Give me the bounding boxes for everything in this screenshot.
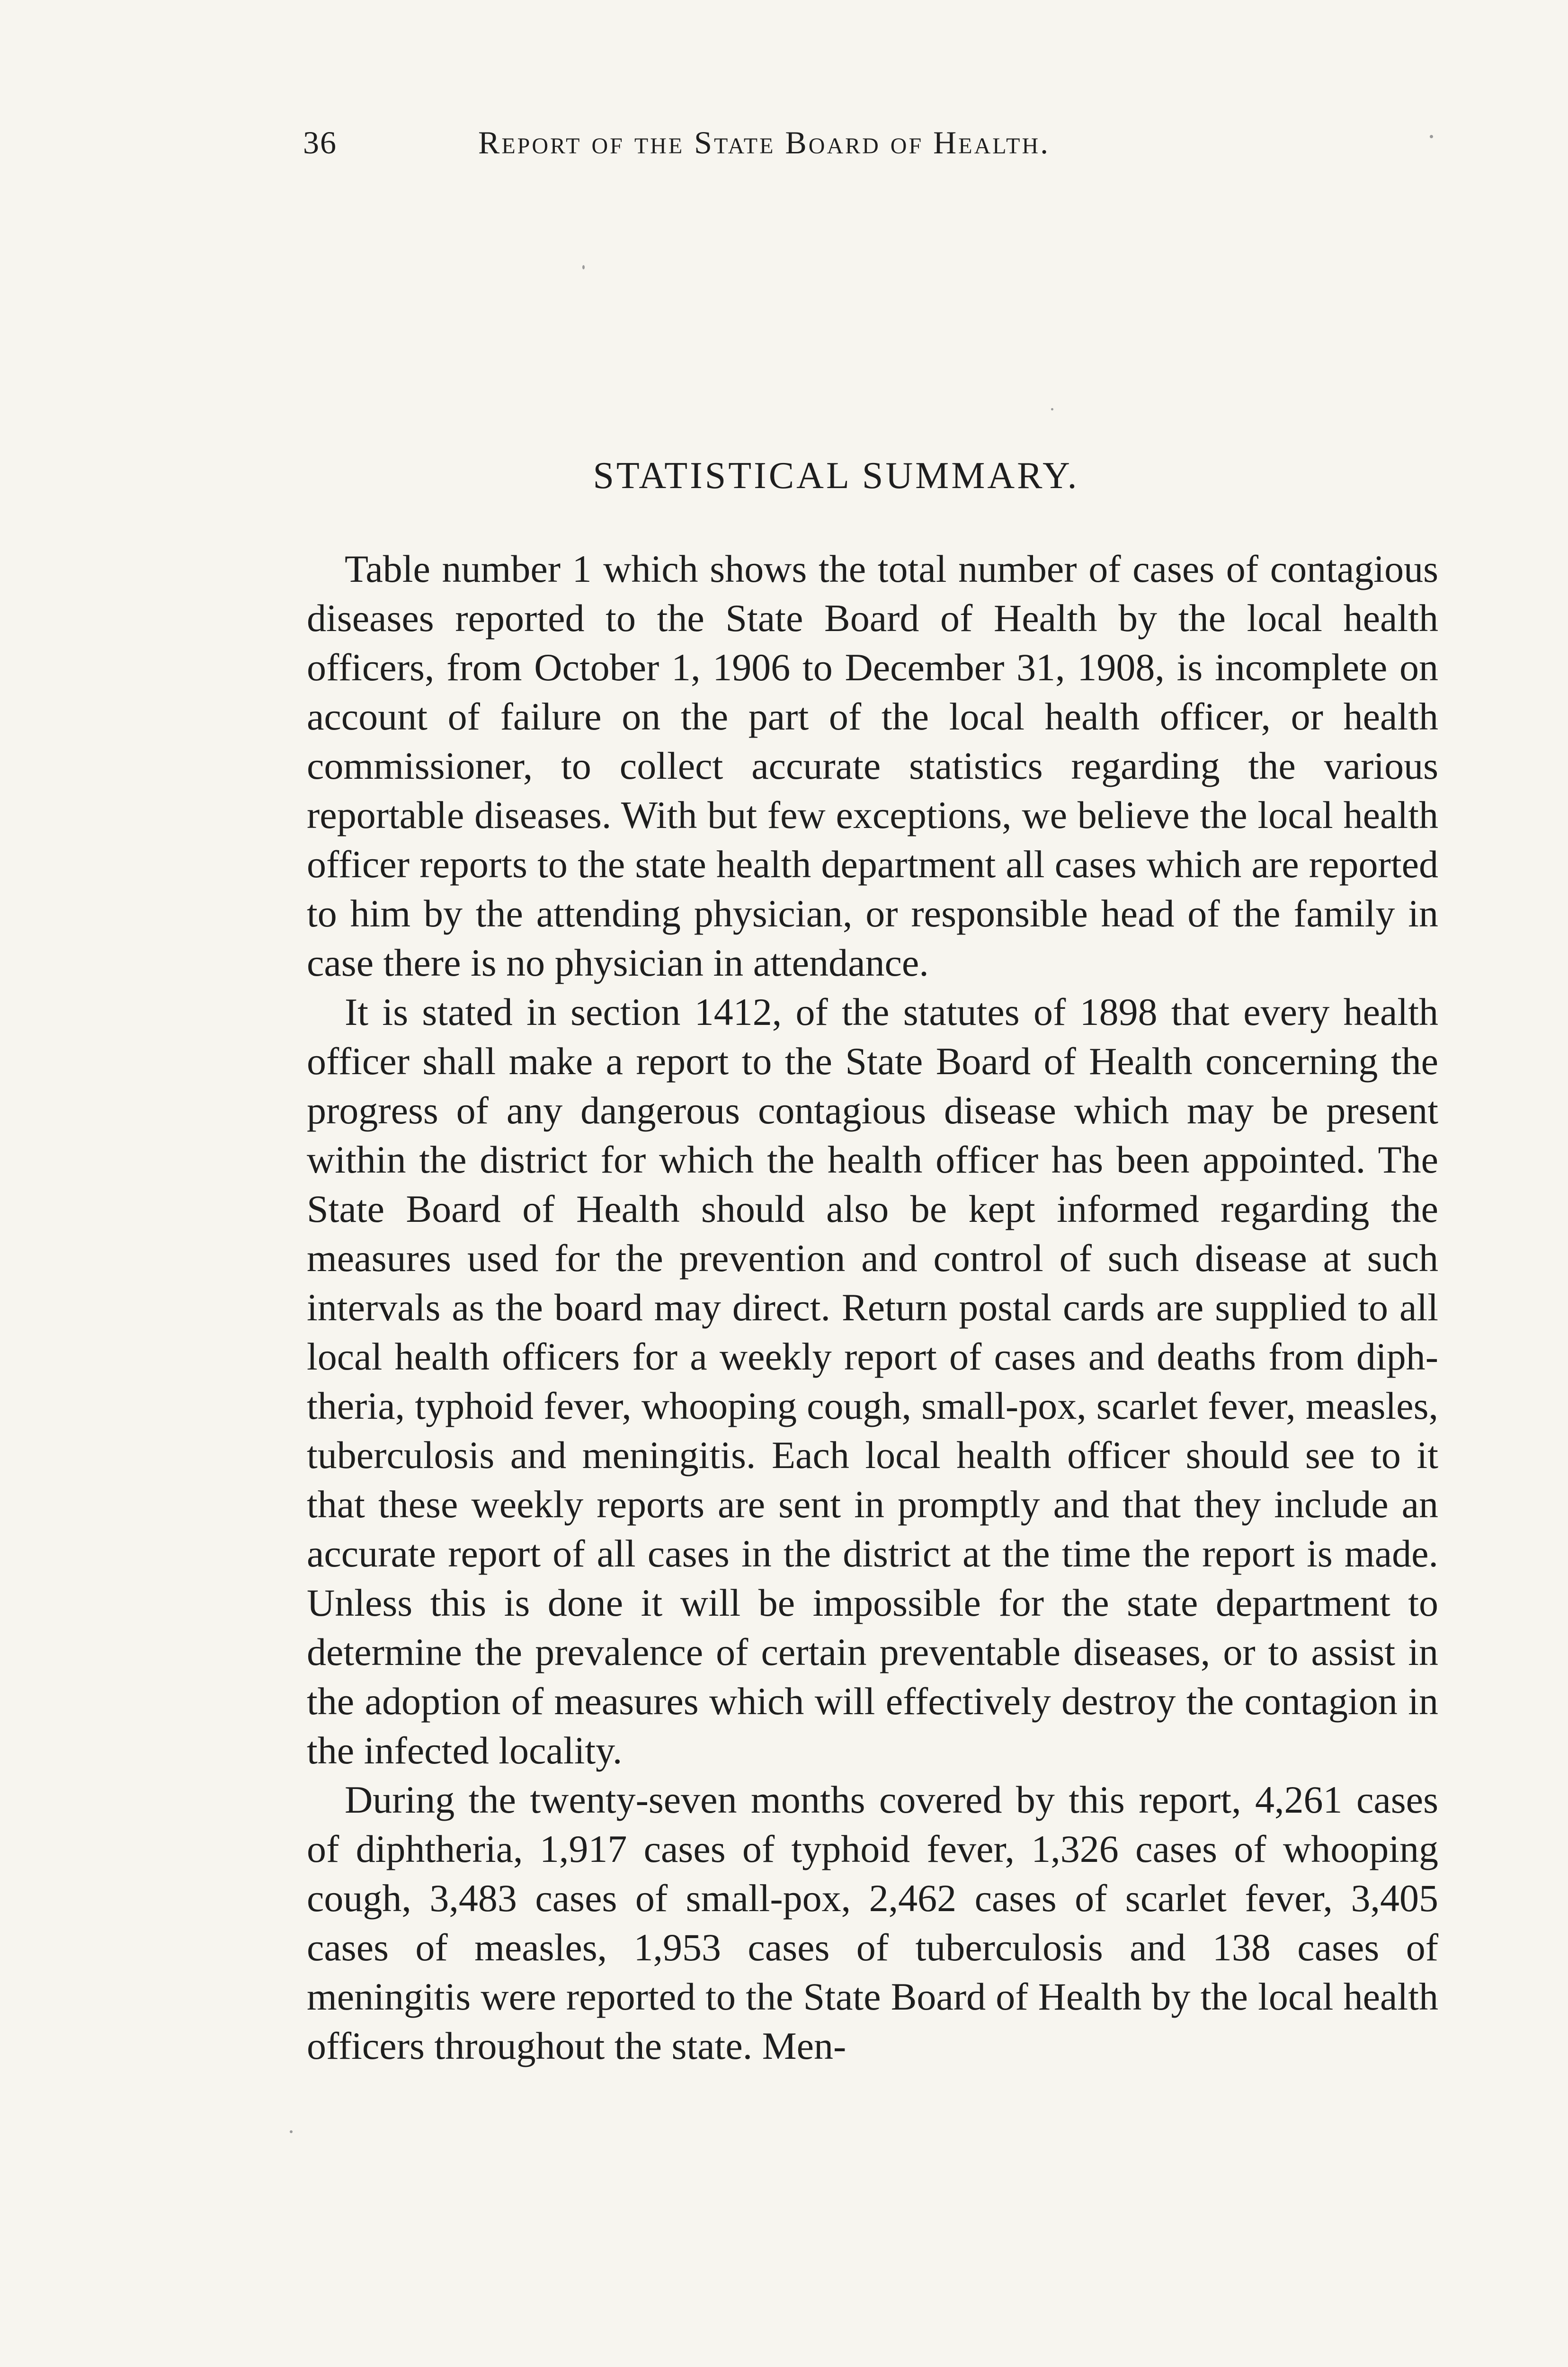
scan-speck (582, 265, 585, 269)
page-number: 36 (303, 125, 337, 160)
scan-speck (1051, 408, 1053, 410)
paragraph-3: During the twenty-seven months covered by this report, 4,261 cases of diphtheria, 1,917 cases of typhoid fever, 1,326 cases of whooping cough, 3,483 cases of small-pox, 2,462 cases of scarlet fever, 3,405 cases of measles, 1,953 cases of tuberculosis and 138 cases of meningitis were reported to the State Board of Health by the local health officers throughout the state. Men- (307, 1778, 1438, 2067)
paragraph-2: It is stated in section 1412, of the statutes of 1898 that every health officer shall make a report to the State Board of Health concerning the progress of any dangerous contagious disease which may be present within the district for which the health officer has been appointed. The State Board of Health should also be kept informed regarding the measures used for the prevention and control of such disease at such intervals as the board may direct. Return postal cards are supplied to all local health officers for a weekly report of cases and deaths from diphtheria, typhoid fever, whooping cough, small-pox, scarlet fever, measles, tuberculosis and meningitis. Each local health officer should see to it that these weekly reports are sent in promptly and that they include an accurate report of all cases in the district at the time the report is made. Unless this is done it will be impossible for the state department to determine the prevalence of certain preventable diseases, or to assist in the adoption of measures which will effectively destroy the contagion in the infected locality. (307, 990, 1438, 1772)
body-text (307, 544, 1438, 2071)
scan-speck (290, 2130, 293, 2133)
section-title: STATISTICAL SUMMARY. (593, 455, 1079, 497)
running-title: Report of the State Board of Health. (478, 125, 1051, 160)
running-header (303, 124, 1439, 167)
scan-speck (1430, 135, 1433, 138)
paragraph-1: Table number 1 which shows the total number of cases of contagious diseases reported to the State Board of Health by the local health officers, from October 1, 1906 to December 31, 1908, is incomplete on account of failure on the part of the local health officer, or health commissioner, to collect accurate statistics regarding the various reportable diseases. With but few exceptions, we believe the local health officer reports to the state health department all cases which are reported to him by the attending physician, or responsible head of the family in case there is no physician in attendance. (307, 547, 1438, 984)
